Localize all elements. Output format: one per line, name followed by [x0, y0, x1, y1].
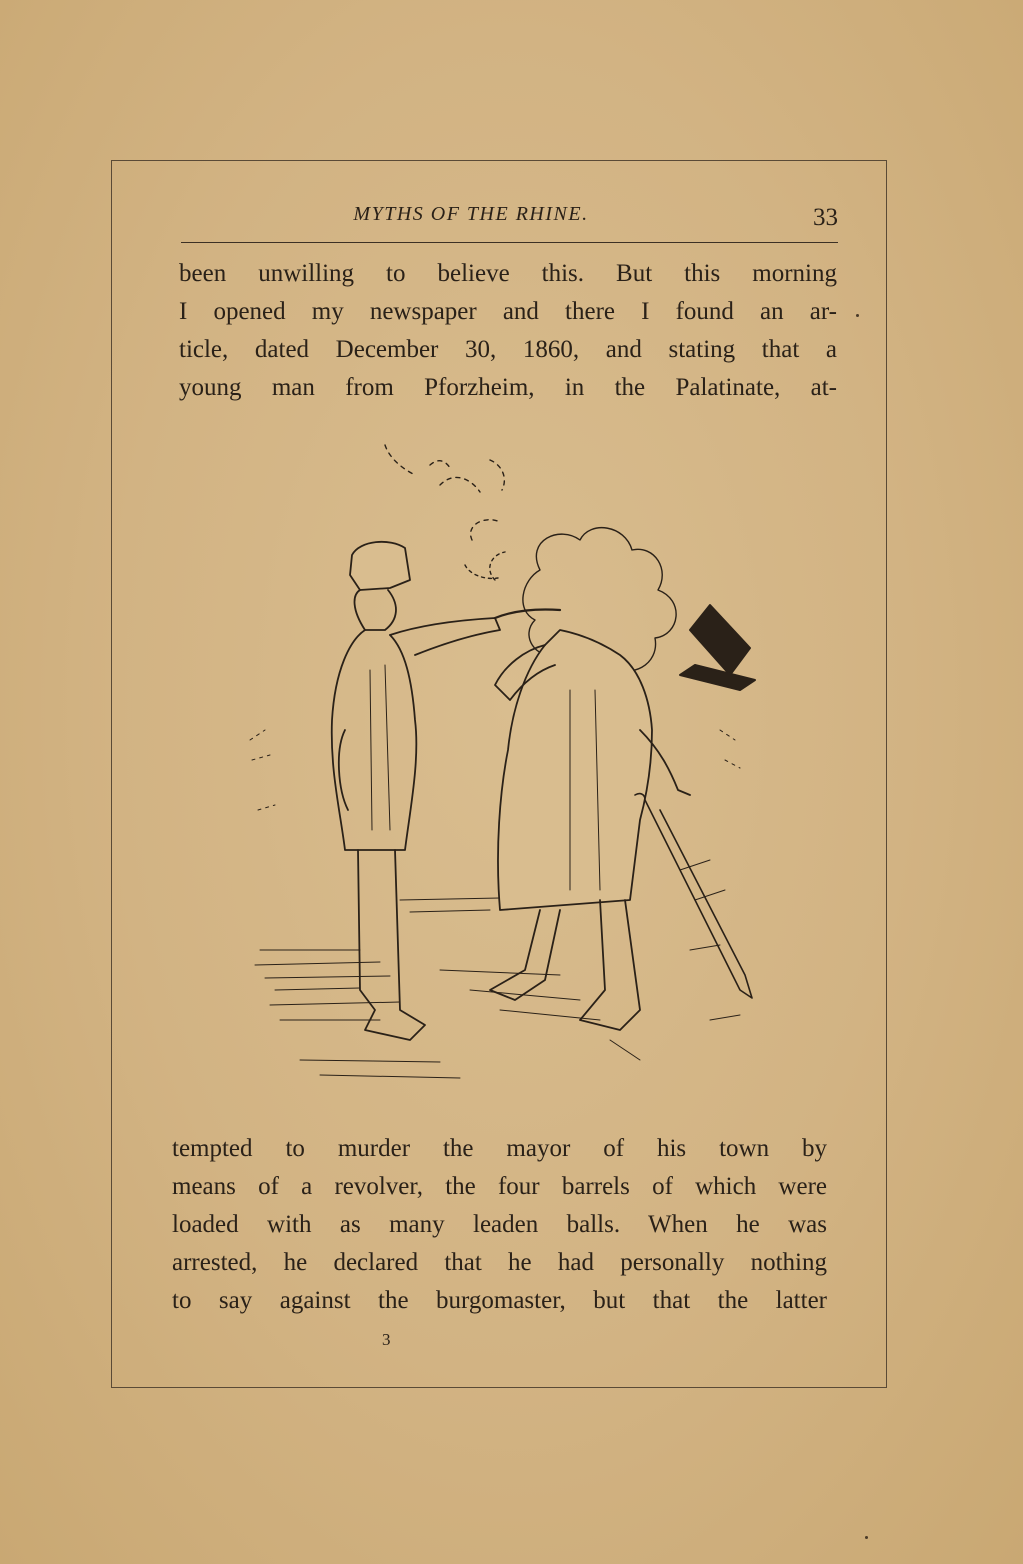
smoke-cloud	[385, 445, 676, 677]
umbrella	[635, 794, 752, 998]
text-line: arrested, he declared that he had personally nothing	[172, 1249, 827, 1276]
text-line: ticle, dated December 30, 1860, and stating that a	[179, 336, 837, 363]
stray-dot	[856, 314, 859, 317]
signature-mark: 3	[382, 1330, 391, 1349]
text-line: means of a revolver, the four barrels of which were	[172, 1173, 827, 1200]
engraving-illustration	[240, 430, 780, 1100]
text-line: loaded with as many leaden balls. When he was	[172, 1211, 827, 1238]
text-line: to say against the burgomaster, but that the latter	[172, 1287, 827, 1314]
paragraph-top	[179, 255, 837, 407]
running-title: MYTHS OF THE RHINE.	[353, 203, 589, 225]
stray-dot	[865, 1536, 868, 1539]
paragraph-bottom	[172, 1130, 827, 1320]
top-hat	[680, 605, 755, 690]
page-number: 33	[813, 204, 838, 231]
text-line: been unwilling to believe this. But this morning	[179, 260, 837, 287]
header-rule	[181, 242, 838, 243]
running-head	[181, 200, 838, 244]
text-line: I opened my newspaper and there I found an ar-	[179, 298, 837, 325]
text-line: tempted to murder the mayor of his town by	[172, 1135, 827, 1162]
motion-marks	[250, 730, 740, 810]
ground-hatching	[255, 898, 740, 1078]
text-line: young man from Pforzheim, in the Palatinate, at-	[179, 374, 837, 401]
